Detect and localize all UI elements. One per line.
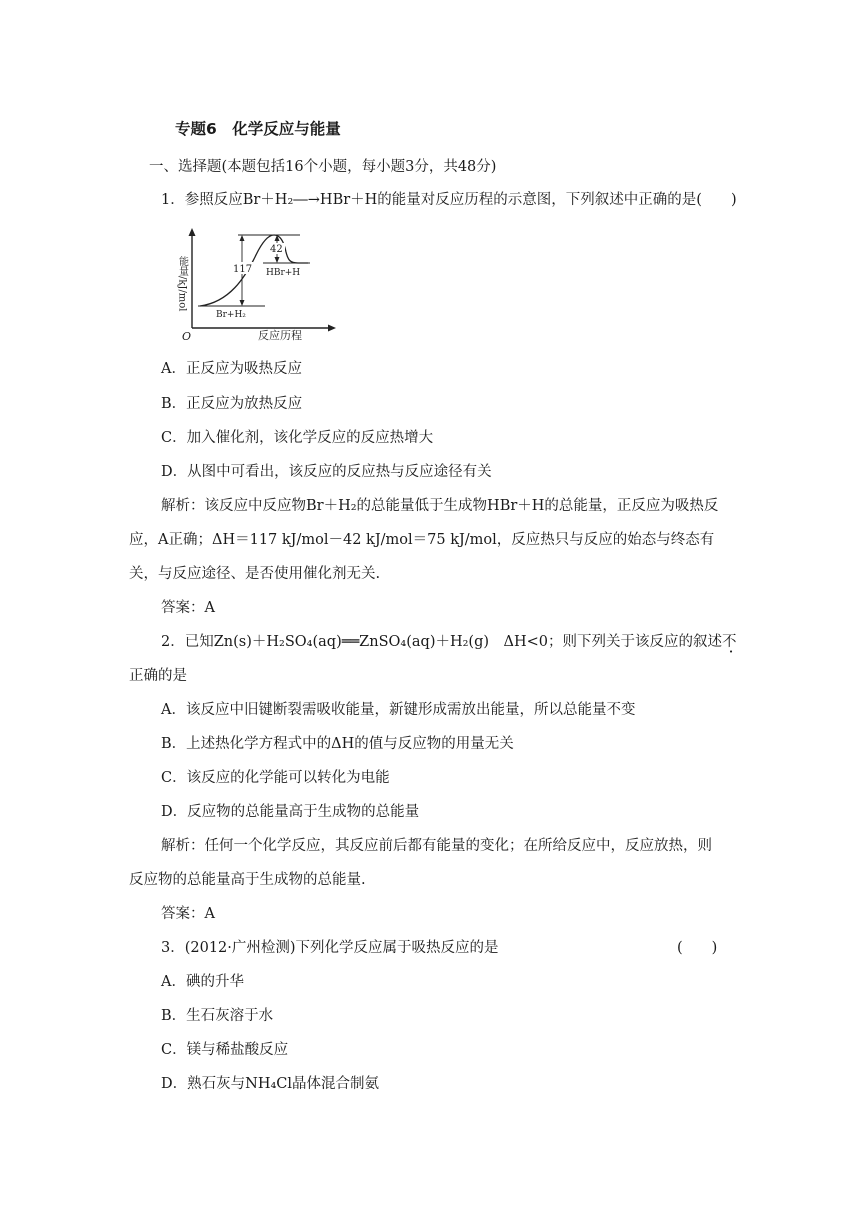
x-axis-label: 反应历程 [258, 329, 302, 342]
x-axis-arrow [328, 325, 336, 332]
q1-option-c: C．加入催化剂，该化学反应的反应热增大 [161, 430, 434, 446]
q1-option-b: B．正反应为放热反应 [161, 396, 303, 412]
product-label: HBr+H [266, 268, 301, 278]
q3-answer-blank: ( ) [677, 940, 718, 956]
q2-option-a: A．该反应中旧键断裂需吸收能量，新键形成需放出能量，所以总能量不变 [161, 702, 636, 718]
q3-option-c: C．镁与稀盐酸反应 [161, 1042, 289, 1058]
q1-analysis-line1: 解析：该反应中反应物Br＋H₂的总能量低于生成物HBr＋H的总能量，正反应为吸热反 [161, 498, 719, 514]
q1-analysis-line2: 应，A正确；ΔH＝117 kJ/mol－42 kJ/mol＝75 kJ/mol，反应热只与反应的始态与终态有 [129, 532, 715, 548]
q1-analysis-line3: 关，与反应途径、是否使用催化剂无关. [129, 566, 381, 582]
energy-diagram [170, 222, 345, 344]
label-42: 42 [270, 244, 283, 255]
label-117: 117 [233, 264, 253, 275]
q2-answer: 答案：A [161, 906, 215, 922]
q2-analysis-line2: 反应物的总能量高于生成物的总能量. [129, 872, 366, 888]
q2-analysis-line1: 解析：任何一个化学反应，其反应前后都有能量的变化；在所给反应中，反应放热，则 [161, 838, 712, 854]
reactant-label: Br+H₂ [216, 310, 246, 320]
q2-option-b: B．上述热化学方程式中的ΔH的值与反应物的用量无关 [161, 736, 514, 752]
q2-option-c: C．该反应的化学能可以转化为电能 [161, 770, 390, 786]
y-axis-label: 能量/kJ/mol [176, 256, 188, 312]
q3-option-a: A．碘的升华 [161, 974, 244, 990]
q1-option-a: A．正反应为吸热反应 [161, 361, 302, 377]
question-1-stem: 1．参照反应Br＋H₂―→HBr＋H的能量对反应历程的示意图，下列叙述中正确的是( ) [161, 192, 737, 208]
page-title: 专题6 化学反应与能量 [175, 120, 341, 138]
section-heading: 一、选择题(本题包括16个小题，每小题3分，共48分) [149, 159, 497, 175]
q3-option-d: D．熟石灰与NH₄Cl晶体混合制氨 [161, 1076, 380, 1092]
question-3-stem: 3．(2012·广州检测)下列化学反应属于吸热反应的是 [161, 940, 499, 956]
q2-emphasis-word: 不 [722, 634, 737, 650]
q2-option-d: D．反应物的总能量高于生成物的总能量 [161, 804, 420, 820]
question-2-stem-line2: 正确的是 [129, 668, 187, 684]
question-2-stem-line1 [161, 632, 737, 652]
q1-answer: 答案：A [161, 600, 215, 616]
origin-label: O [182, 330, 192, 343]
q3-option-b: B．生石灰溶于水 [161, 1008, 274, 1024]
q2-stem-text: 2．已知Zn(s)＋H₂SO₄(aq)══ZnSO₄(aq)＋H₂(g) ΔH<0；则下列关于该反应的叙述 [161, 634, 723, 650]
q1-option-d: D．从图中可看出，该反应的反应热与反应途径有关 [161, 464, 492, 480]
y-axis-arrow [189, 228, 196, 236]
